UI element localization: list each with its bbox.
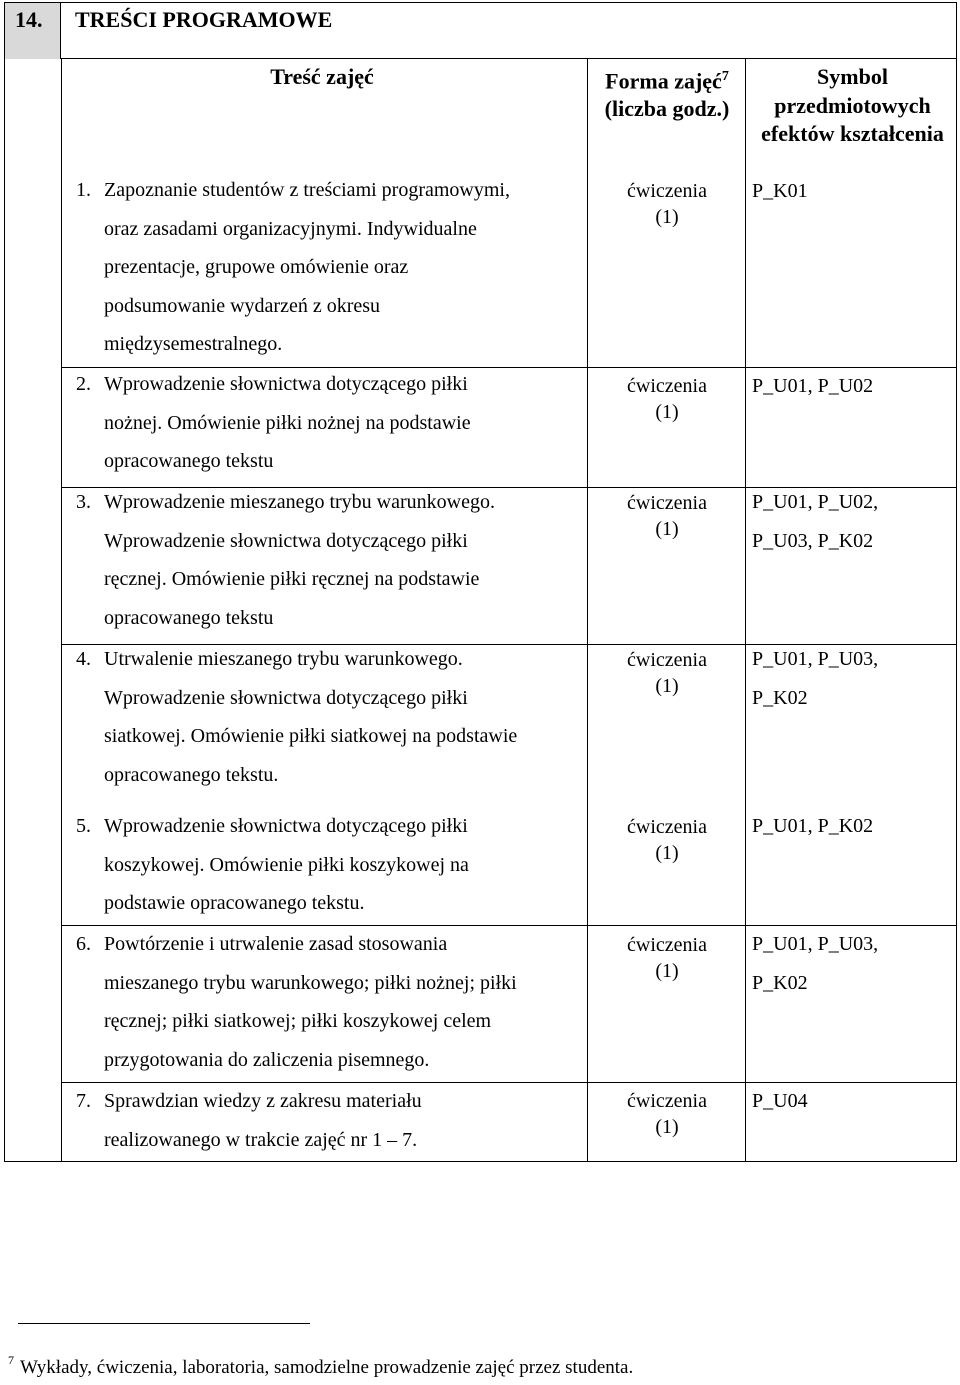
row-symbols: P_K01 <box>752 180 808 202</box>
header-form <box>592 63 742 123</box>
row-form <box>602 178 732 230</box>
row-topic: Wprowadzenie słownictwa dotyczącego piłki koszykowej. Omówienie piłki koszykowej na podstawie opracowanego tekstu. <box>104 815 469 914</box>
program-table <box>61 58 956 1161</box>
form-hours: (1) <box>655 206 679 228</box>
row-number: 4. <box>76 648 91 670</box>
row-symbols: P_U01, P_U03, P_K02 <box>752 933 879 994</box>
form-hours: (1) <box>655 518 679 540</box>
form-hours: (1) <box>655 675 679 697</box>
row-symbols: P_U01, P_U02 <box>752 375 874 397</box>
row-form <box>602 647 732 699</box>
section-number: 14. <box>15 7 43 32</box>
column-divider-2 <box>745 58 746 1161</box>
row-form <box>602 1088 732 1140</box>
footnote <box>8 1353 634 1379</box>
column-divider-1 <box>587 58 588 1161</box>
row-symbols: P_U01, P_U03, P_K02 <box>752 648 879 709</box>
header-content: Treść zajęć <box>270 64 374 89</box>
row-number: 7. <box>76 1090 91 1112</box>
form-type: ćwiczenia <box>627 492 707 514</box>
row-topic: Wprowadzenie słownictwa dotyczącego piłki nożnej. Omówienie piłki nożnej na podstawie opracowanego tekstu <box>104 373 471 472</box>
footnote-separator <box>18 1323 310 1324</box>
form-type: ćwiczenia <box>627 649 707 671</box>
row-form <box>602 814 732 866</box>
header-form-label: Forma zajęć <box>605 68 722 94</box>
row-form <box>602 490 732 542</box>
program-content-section <box>4 2 957 1162</box>
header-form-footnote-ref: 7 <box>721 69 729 84</box>
row-number: 3. <box>76 491 91 513</box>
row-topic: Sprawdzian wiedzy z zakresu materiału realizowanego w trakcie zajęć nr 1 – 7. <box>104 1090 422 1151</box>
form-type: ćwiczenia <box>627 934 707 956</box>
section-title: TREŚCI PROGRAMOWE <box>75 7 333 32</box>
row-topic: Powtórzenie i utrwalenie zasad stosowania mieszanego trybu warunkowego; piłki nożnej; piłki ręcznej; piłki siatkowej; piłki koszykowej celem przygotowania do zaliczenia pisemnego. <box>104 933 517 1071</box>
header-symbol: Symbol przedmiotowych efektów kształcenia <box>761 64 944 146</box>
row-number: 2. <box>76 373 91 395</box>
row-form <box>602 373 732 425</box>
form-hours: (1) <box>655 401 679 423</box>
row-topic: Wprowadzenie mieszanego trybu warunkowego. Wprowadzenie słownictwa dotyczącego piłki ręcznej. Omówienie piłki ręcznej na podstawie opracowanego tekstu <box>104 491 495 629</box>
row-topic: Zapoznanie studentów z treściami programowymi, oraz zasadami organizacyjnymi. Indywidualne prezentacje, grupowe omówienie oraz podsumowanie wydarzeń z okresu międzysemestralnego. <box>104 179 510 355</box>
form-hours: (1) <box>655 1116 679 1138</box>
row-topic: Utrwalenie mieszanego trybu warunkowego. Wprowadzenie słownictwa dotyczącego piłki siatkowej. Omówienie piłki siatkowej na podstawie opracowanego tekstu. <box>104 648 518 786</box>
row-form <box>602 932 732 984</box>
row-number: 5. <box>76 815 91 837</box>
footnote-text: Wykłady, ćwiczenia, laboratoria, samodzielne prowadzenie zajęć przez studenta. <box>20 1357 634 1378</box>
row-symbols: P_U01, P_K02 <box>752 815 874 837</box>
form-type: ćwiczenia <box>627 816 707 838</box>
section-number-cell <box>5 3 61 59</box>
form-hours: (1) <box>655 960 679 982</box>
section-header <box>5 3 956 59</box>
form-type: ćwiczenia <box>627 1090 707 1112</box>
form-type: ćwiczenia <box>627 375 707 397</box>
row-symbols: P_U04 <box>752 1090 808 1112</box>
form-hours: (1) <box>655 842 679 864</box>
form-type: ćwiczenia <box>627 180 707 202</box>
header-form-hours: (liczba godz.) <box>604 96 730 122</box>
row-number: 6. <box>76 933 91 955</box>
footnote-marker: 7 <box>8 1353 14 1367</box>
row-number: 1. <box>76 179 91 201</box>
row-symbols: P_U01, P_U02, P_U03, P_K02 <box>752 491 879 552</box>
section-title-cell <box>61 3 956 59</box>
